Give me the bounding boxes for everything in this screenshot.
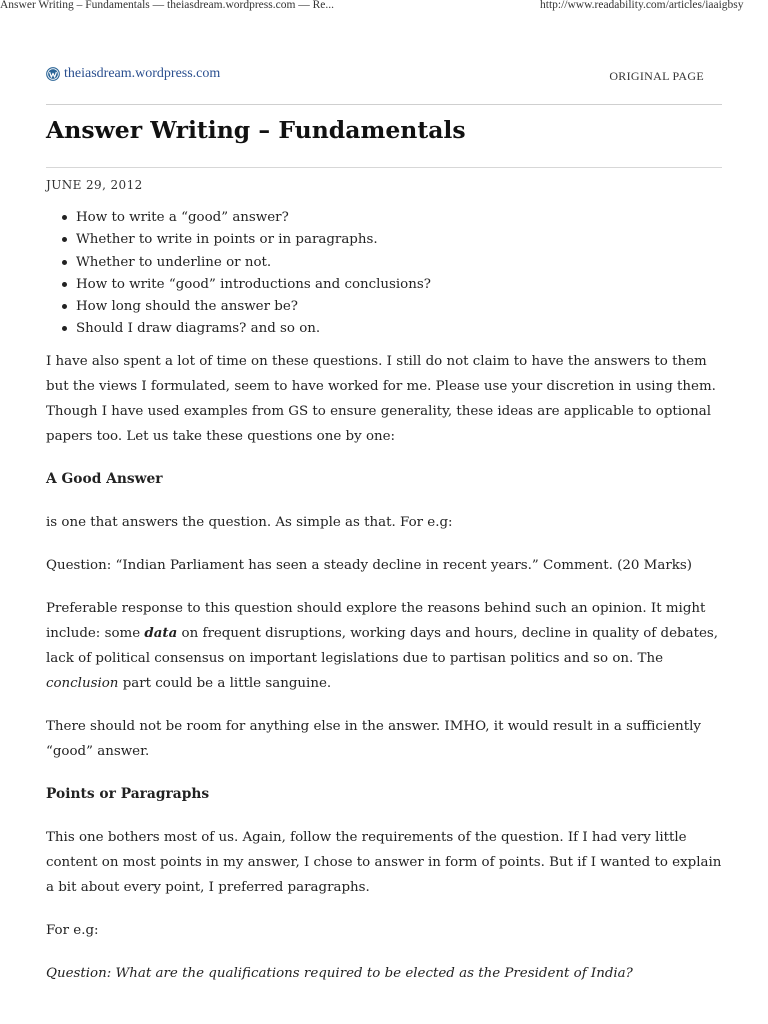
example-question-2 <box>46 961 722 986</box>
site-name: theiasdream.wordpress.com <box>64 66 221 81</box>
emphasis-data: data <box>144 624 178 641</box>
heading-good-answer: A Good Answer <box>46 470 163 487</box>
title-divider <box>46 167 722 168</box>
article-body <box>46 207 722 1004</box>
print-header-url: http://www.readability.com/articles/iaaigbsy <box>540 0 744 11</box>
wordpress-icon <box>46 67 60 81</box>
masthead <box>46 62 722 105</box>
list-item: Should I draw diagrams? and so on. <box>46 318 722 340</box>
site-link[interactable] <box>46 66 220 82</box>
article-title: Answer Writing – Fundamentals <box>46 116 466 144</box>
list-item: Whether to write in points or in paragraphs. <box>46 229 722 251</box>
heading-points-paragraphs: Points or Paragraphs <box>46 785 210 802</box>
intro-paragraph: I have also spent a lot of time on these questions. I still do not claim to have the answers to them but the views I formulated, seem to have worked for me. Please use your discretion in using them. Though I have used examples from GS to ensure generality, these ideas are applicable to optional papers too. Let us take these questions one by one: <box>46 353 716 444</box>
print-header-title: Answer Writing – Fundamentals — theiasdream.wordpress.com — Re... <box>0 0 335 11</box>
no-room-paragraph: There should not be room for anything else in the answer. IMHO, it would result in a sufficiently “good” answer. <box>46 718 701 759</box>
response-paragraph <box>46 596 722 696</box>
original-page-link[interactable]: ORIGINAL PAGE <box>609 69 704 83</box>
example-question-1: Question: “Indian Parliament has seen a steady decline in recent years.” Comment. (20 Marks) <box>46 557 692 573</box>
response-text-3: part could be a little sanguine. <box>118 675 332 691</box>
emphasis-conclusion: conclusion <box>46 675 119 691</box>
list-item: Whether to underline or not. <box>46 252 722 274</box>
article-date: JUNE 29, 2012 <box>46 178 143 192</box>
for-example-label: For e.g: <box>46 922 99 938</box>
response-text-1: Preferable response to this question should explore the reasons behind such an opinion. It might include: some <box>46 600 706 641</box>
example-question-2-text: Question: What are the qualifications required to be elected as the President of India? <box>46 965 633 981</box>
list-item: How to write “good” introductions and conclusions? <box>46 274 722 296</box>
good-answer-definition: is one that answers the question. As simple as that. For e.g: <box>46 514 453 530</box>
list-item: How long should the answer be? <box>46 296 722 318</box>
print-header <box>0 0 768 14</box>
question-list <box>46 207 722 341</box>
response-text-2: on frequent disruptions, working days and hours, decline in quality of debates, lack of political consensus on important legislations due to partisan politics and so on. The <box>46 625 719 666</box>
points-paragraph: This one bothers most of us. Again, follow the requirements of the question. If I had very little content on most points in my answer, I chose to answer in form of points. But if I wanted to explain a bit about every point, I preferred paragraphs. <box>46 829 722 895</box>
list-item: How to write a “good” answer? <box>46 207 722 229</box>
